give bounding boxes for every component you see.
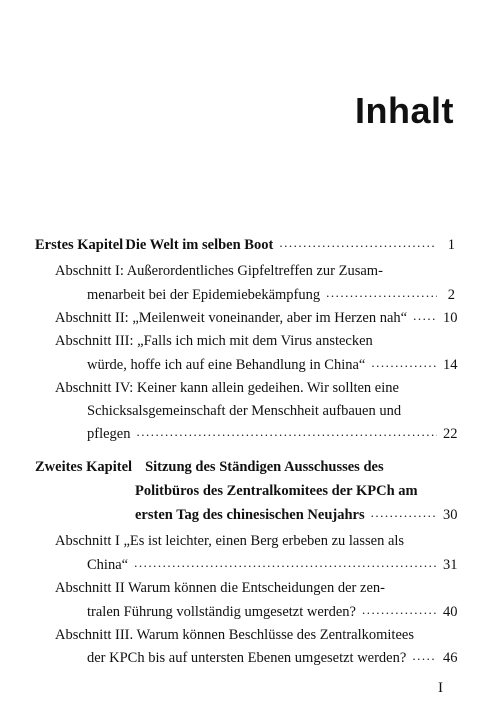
toc-section-2-1-cont[interactable] xyxy=(87,550,458,574)
toc-section-1-1-cont[interactable] xyxy=(87,280,455,304)
section-text: pflegen xyxy=(87,426,131,442)
chapter-label: Zweites Kapitel xyxy=(35,459,133,475)
page-number: 22 xyxy=(443,426,458,442)
dot-leader xyxy=(326,285,437,301)
section-text: der KPCh bis auf untersten Ebenen umgesetzt werden? xyxy=(87,650,407,666)
dot-leader xyxy=(134,555,437,571)
toc-chapter-2[interactable] xyxy=(35,452,455,476)
toc-section-2-2-cont[interactable] xyxy=(87,597,458,621)
section-text: Abschnitt II Warum können die Entscheidungen der zen- xyxy=(55,580,385,596)
dot-leader xyxy=(136,424,437,440)
toc-chapter-1[interactable] xyxy=(35,230,455,254)
dot-leader xyxy=(371,355,437,371)
page-number: 14 xyxy=(443,357,458,373)
chapter-label: Erstes Kapitel xyxy=(35,237,124,253)
toc-section-1-3[interactable] xyxy=(55,326,455,350)
page-number: 1 xyxy=(447,237,455,253)
page-number: 2 xyxy=(447,287,455,303)
chapter-title: Politbüros des Zentralkomitees der KPCh am xyxy=(135,483,418,499)
section-text: Abschnitt III. Warum können Beschlüsse des Zentralkomitees xyxy=(55,627,414,643)
section-text: Abschnitt I: Außerordentliches Gipfeltreffen zur Zusam- xyxy=(55,263,383,279)
section-text: Abschnitt IV: Keiner kann allein gedeihen. Wir sollten eine xyxy=(55,380,399,396)
page-number: 31 xyxy=(443,557,458,573)
toc-section-1-1[interactable] xyxy=(55,256,455,280)
chapter-title: Sitzung des Ständigen Ausschusses des xyxy=(145,459,384,475)
toc-section-2-1[interactable] xyxy=(55,526,455,550)
dot-leader xyxy=(279,235,437,251)
dot-leader xyxy=(413,308,437,324)
page-number: 46 xyxy=(443,650,458,666)
folio-page-number: I xyxy=(438,680,443,696)
toc-chapter-2-cont[interactable] xyxy=(135,476,455,500)
toc-section-1-3-cont[interactable] xyxy=(87,350,458,374)
page-number: 30 xyxy=(443,507,458,523)
section-text: Abschnitt III: „Falls ich mich mit dem Virus anstecken xyxy=(55,333,373,349)
section-text: würde, hoffe ich auf eine Behandlung in China“ xyxy=(87,357,366,373)
dot-leader xyxy=(371,505,437,521)
section-text: menarbeit bei der Epidemiebekämpfung xyxy=(87,287,321,303)
toc-section-2-3[interactable] xyxy=(55,620,455,644)
section-text: Abschnitt I „Es ist leichter, einen Berg erbeben zu lassen als xyxy=(55,533,405,549)
section-text: tralen Führung vollständig umgesetzt werden? xyxy=(87,604,356,620)
chapter-title: Die Welt im selben Boot xyxy=(125,237,274,253)
toc-section-2-2[interactable] xyxy=(55,573,455,597)
toc-section-1-2[interactable] xyxy=(55,303,458,327)
section-text: Schicksalsgemeinschaft der Menschheit aufbauen und xyxy=(87,403,402,419)
page-title: Inhalt xyxy=(355,90,454,131)
chapter-title: ersten Tag des chinesischen Neujahrs xyxy=(135,507,365,523)
toc-section-1-4-cont[interactable] xyxy=(87,396,455,420)
toc-section-1-4[interactable] xyxy=(55,373,455,397)
dot-leader xyxy=(412,648,437,664)
section-text: China“ xyxy=(87,557,129,573)
toc-section-1-4-end[interactable] xyxy=(87,419,458,443)
section-text: Abschnitt II: „Meilenweit voneinander, aber im Herzen nah“ xyxy=(55,310,408,326)
toc-chapter-2-end[interactable] xyxy=(135,500,458,524)
dot-leader xyxy=(362,602,437,618)
page-number: 40 xyxy=(443,604,458,620)
page-number: 10 xyxy=(443,310,458,326)
toc-section-2-3-cont[interactable] xyxy=(87,643,458,667)
